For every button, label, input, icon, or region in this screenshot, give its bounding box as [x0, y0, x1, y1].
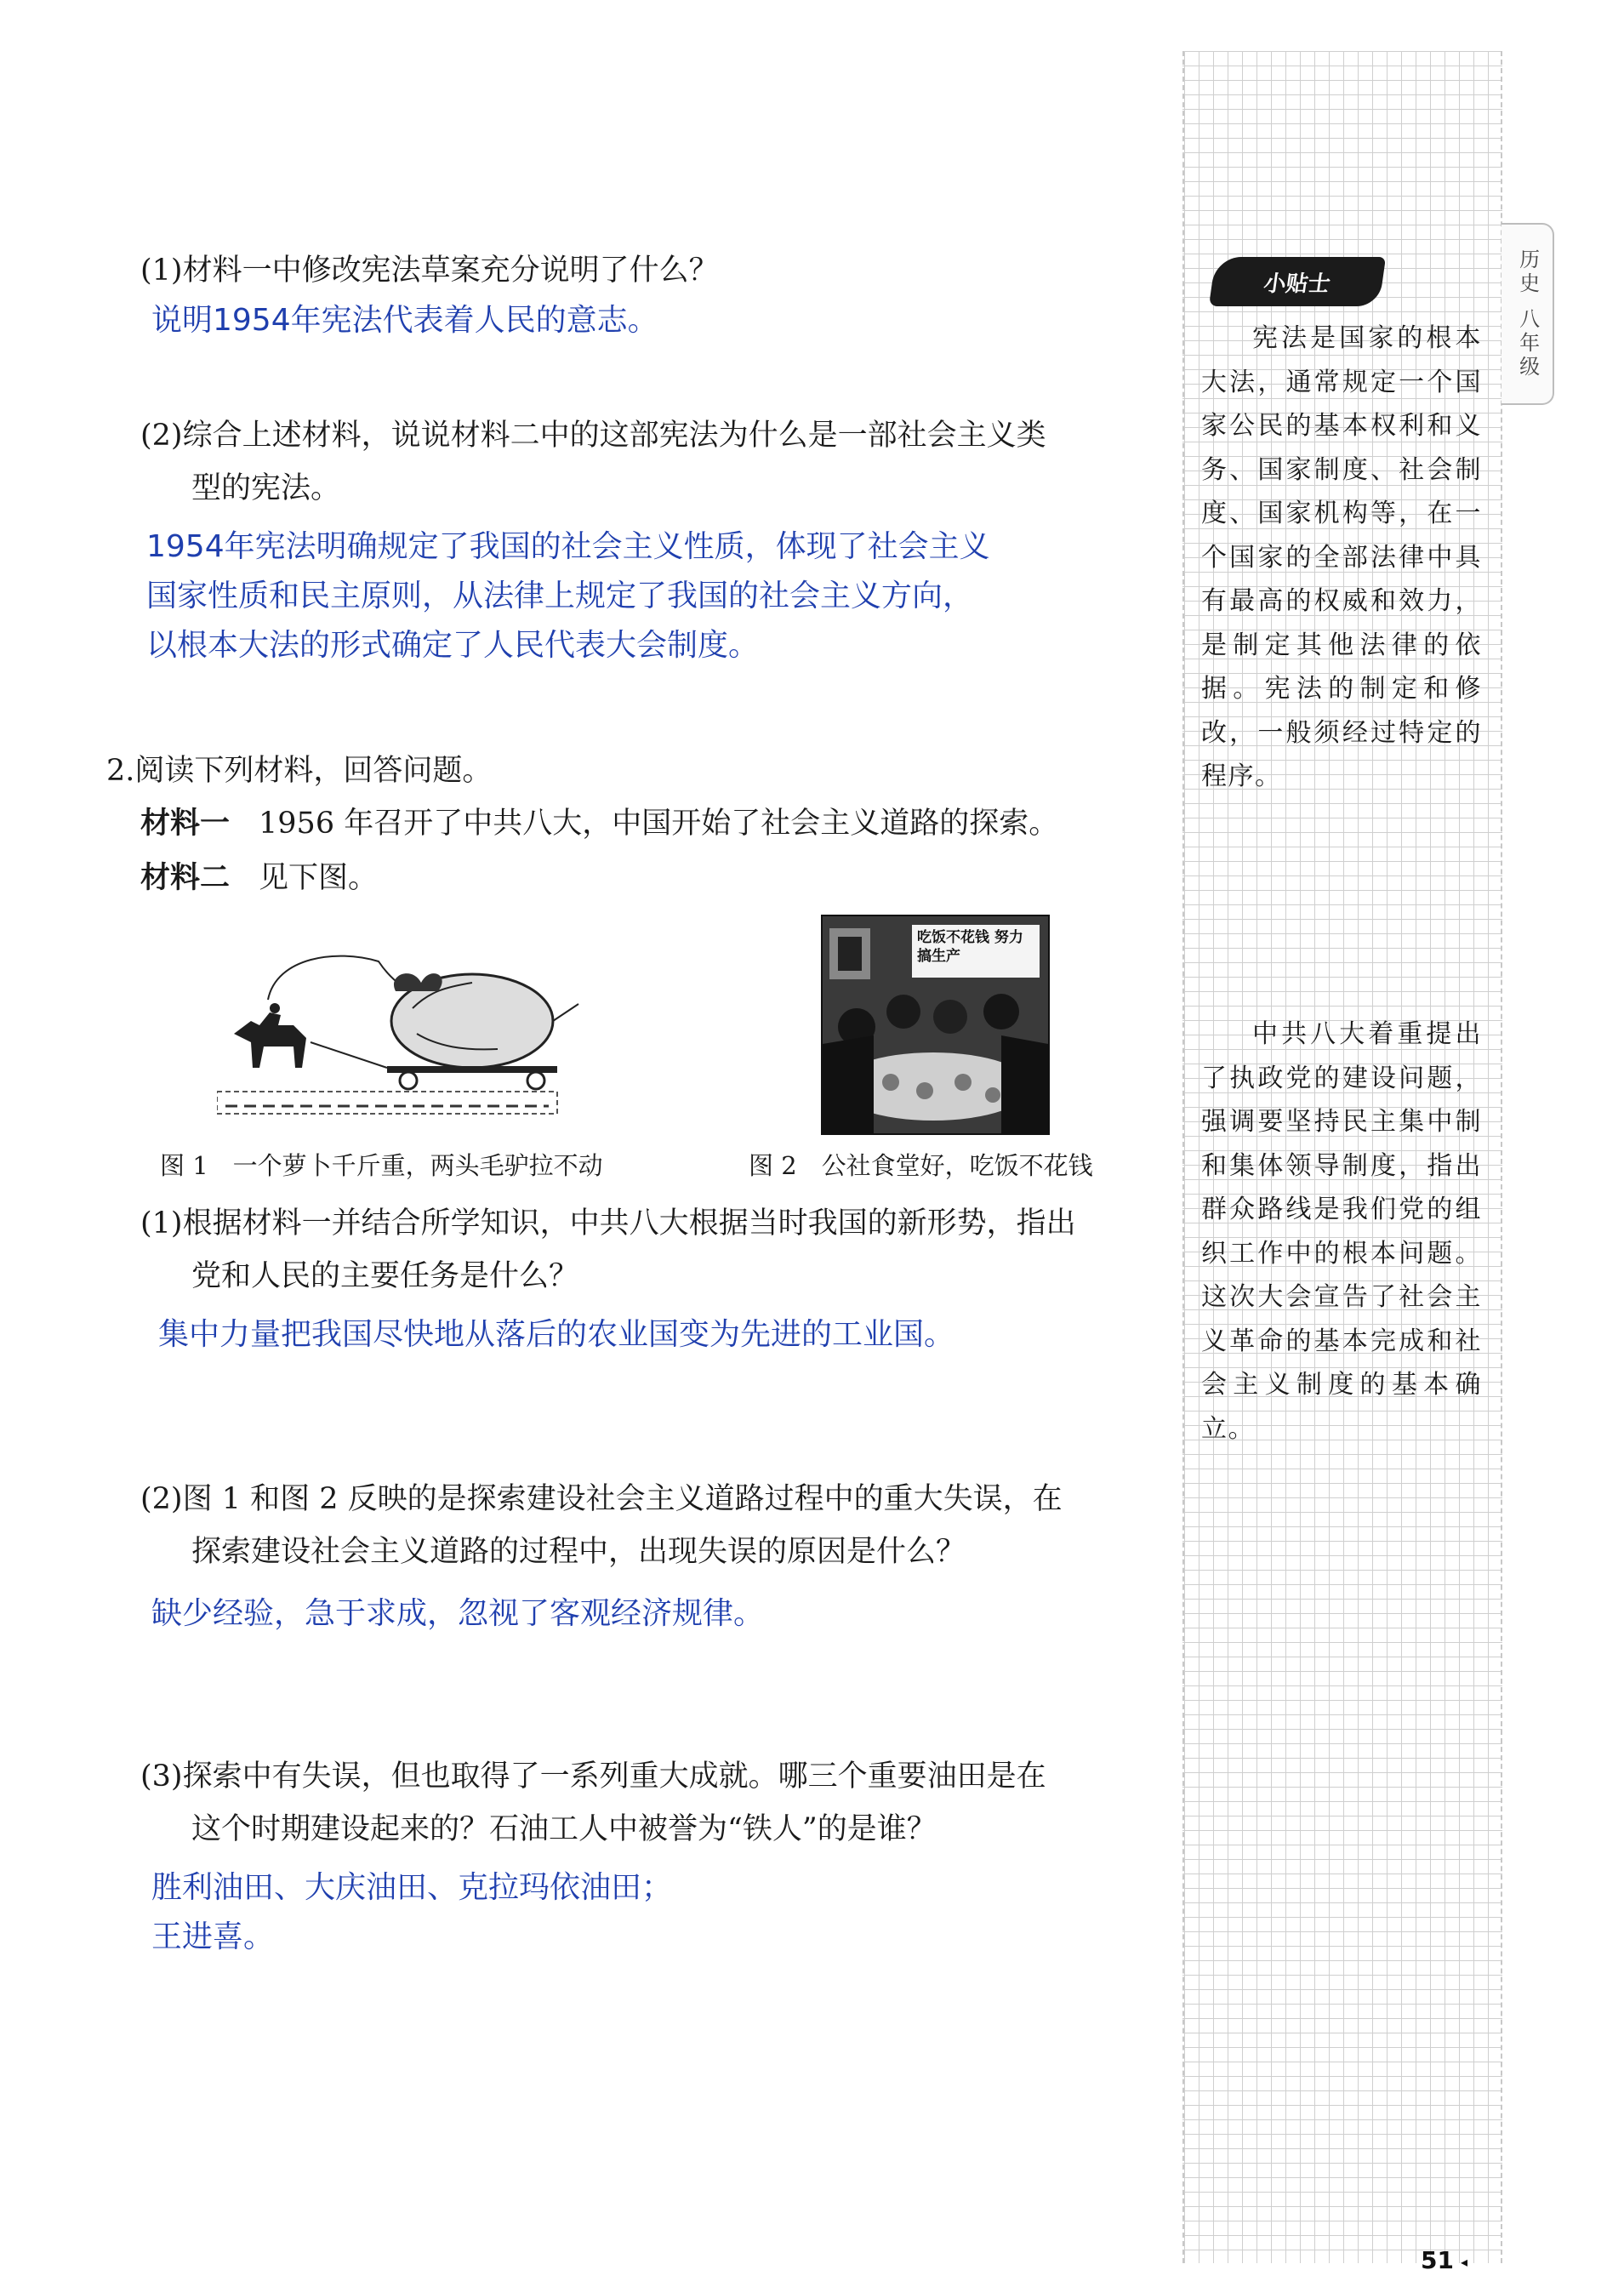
question-2-1-line1: (1)根据材料一并结合所学知识，中共八大根据当时我国的新形势，指出 [140, 1206, 1076, 1240]
material-2-label: 材料二 [140, 861, 231, 895]
tip-note-eighth-congress: 中共八大着重提出了执政党的建设问题，强调要坚持民主集中制和集体领导制度，指出群众路线是我们党的组织工作中的根本问题。这次大会宣告了社会主义革命的基本完成和社会主义制度的基本确立。 [1201, 1019, 1482, 1444]
material-1-text: 1956 年召开了中共八大，中国开始了社会主义道路的探索。 [259, 807, 1059, 841]
answer-1-1: 说明1954年宪法代表着人民的意志。 [151, 303, 658, 338]
answer-1-2-line3: 以根本大法的形式确定了人民代表大会制度。 [146, 628, 760, 663]
figure-2-photo [821, 915, 1050, 1135]
material-2 [140, 854, 378, 902]
answer-2-1: 集中力量把我国尽快地从落后的农业国变为先进的工业国。 [158, 1317, 955, 1352]
figure-2-photo-scene [823, 916, 1048, 1133]
tip-note-constitution: 宪法是国家的根本大法，通常规定一个国家公民的基本权利和义务、国家制度、社会制度、国家机构等，在一个国家的全部法律中具有最高的权威和效力，是制定其他法律的依据。宪法的制定和修改，一般须经过特定的程序。 [1201, 323, 1482, 791]
question-2-3-line2: 这个时期建设起来的？石油工人中被誉为“铁人”的是谁？ [191, 1812, 937, 1846]
figure-1-cartoon [217, 940, 583, 1123]
question-1-2-line2: 型的宪法。 [191, 471, 341, 505]
answer-2-2: 缺少经验，急于求成，忽视了客观经济规律。 [151, 1596, 765, 1631]
question-2-2-line1: (2)图 1 和图 2 反映的是探索建设社会主义道路过程中的重大失误，在 [140, 1482, 1063, 1516]
section-2-title: 2.阅读下列材料，回答问题。 [106, 754, 493, 788]
answer-1-2-line2: 国家性质和民主原则，从法律上规定了我国的社会主义方向， [146, 579, 974, 613]
figure-1-caption: 图 1 一个萝卜千斤重，两头毛驴拉不动 [160, 1151, 603, 1180]
answer-2-3-line2: 王进喜。 [151, 1919, 275, 1954]
figure-2-caption: 图 2 公社食堂好，吃饭不花钱 [749, 1151, 1093, 1180]
question-1-1: (1)材料一中修改宪法草案充分说明了什么？ [140, 254, 719, 288]
subject-tab [1501, 223, 1554, 405]
question-2-2-line2: 探索建设社会主义道路的过程中，出现失误的原因是什么？ [191, 1535, 966, 1569]
subject-label: 历史 [1515, 248, 1540, 296]
question-1-2-line1: (2)综合上述材料，说说材料二中的这部宪法为什么是一部社会主义类 [140, 419, 1046, 453]
page-number [1421, 2246, 1467, 2274]
material-1-label: 材料一 [140, 807, 231, 841]
question-2-1-line2: 党和人民的主要任务是什么？ [191, 1259, 579, 1293]
figure-2-banner: 吃饭不花钱 努力搞生产 [912, 925, 1040, 978]
question-2-3-line1: (3)探索中有失误，但也取得了一系列重大成就。哪三个重要油田是在 [140, 1759, 1046, 1794]
material-1 [140, 800, 1058, 847]
arrow-left-icon: ◂ [1460, 2253, 1467, 2270]
page-number-text: 51 [1421, 2246, 1454, 2274]
tips-badge: 小贴士 [1209, 257, 1386, 306]
answer-1-2-line1: 1954年宪法明确规定了我国的社会主义性质，体现了社会主义 [146, 529, 990, 564]
answer-2-3-line1: 胜利油田、大庆油田、克拉玛依油田； [151, 1870, 673, 1905]
grade-label: 八年级 [1515, 308, 1540, 379]
material-2-text: 见下图。 [259, 861, 379, 895]
